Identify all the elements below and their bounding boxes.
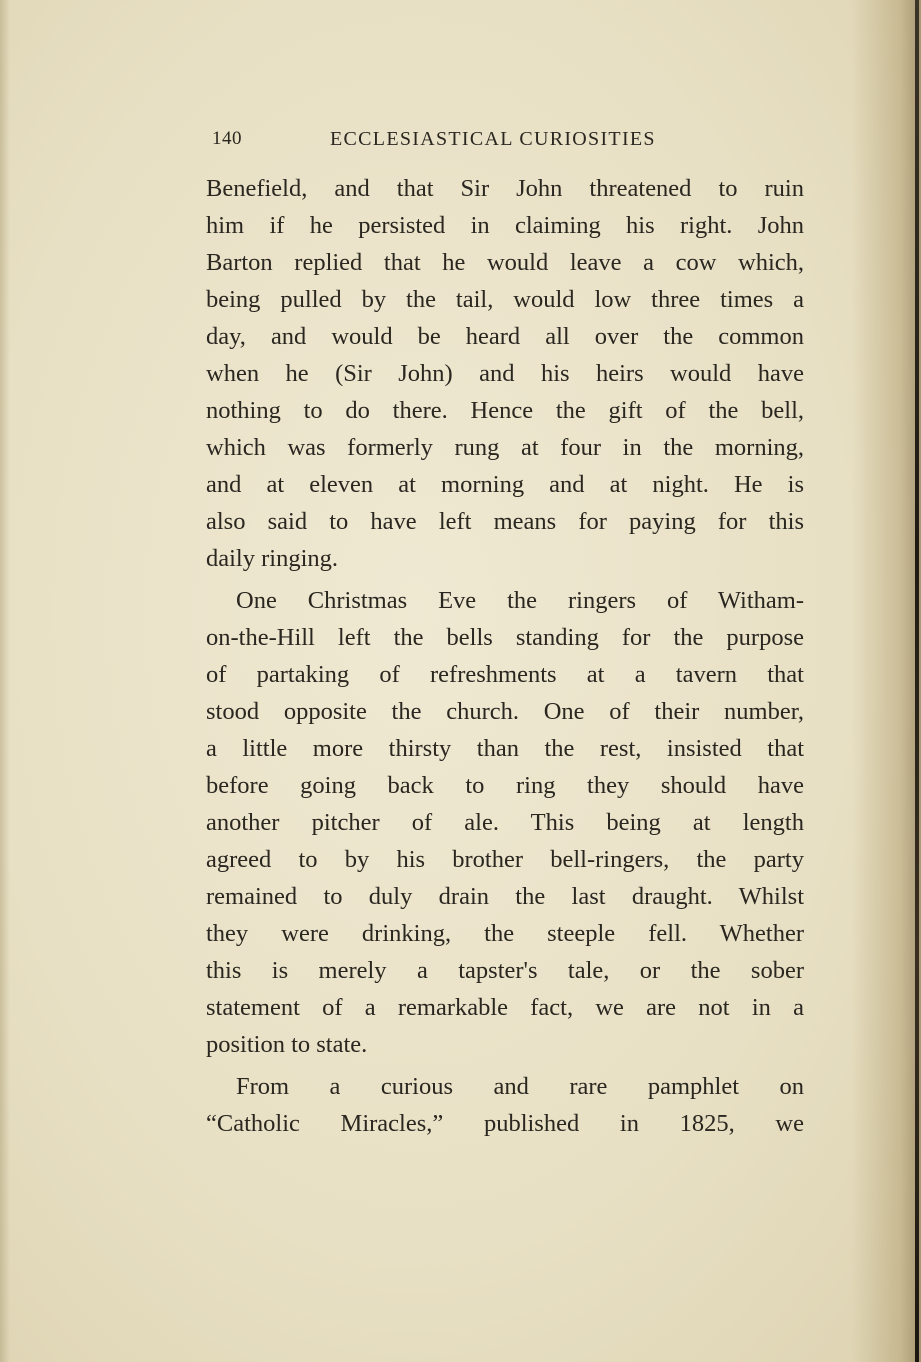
page-gutter-shadow <box>851 0 921 1362</box>
text-line: before going back to ring they should have <box>206 772 804 799</box>
text-line: another pitcher of ale. This being at length <box>206 809 804 836</box>
book-spine-edge <box>915 0 919 1362</box>
text-line: remained to duly drain the last draught. Whilst <box>206 883 804 910</box>
text-line: him if he persisted in claiming his right. John <box>206 212 804 239</box>
text-line: One Christmas Eve the ringers of Witham- <box>236 587 804 614</box>
text-line: stood opposite the church. One of their number, <box>206 698 804 725</box>
body-text <box>206 170 804 1137</box>
paragraph <box>206 582 804 1063</box>
text-line: of partaking of refreshments at a tavern that <box>206 661 804 688</box>
text-line: also said to have left means for paying for this <box>206 508 804 535</box>
page-number: 140 <box>212 128 242 149</box>
text-line: when he (Sir John) and his heirs would have <box>206 360 804 387</box>
text-line: being pulled by the tail, would low three times a <box>206 286 804 313</box>
text-line: day, and would be heard all over the common <box>206 323 804 350</box>
text-line: Benefield, and that Sir John threatened to ruin <box>206 175 804 202</box>
text-line: Barton replied that he would leave a cow which, <box>206 249 804 276</box>
page-left-edge <box>0 0 10 1362</box>
paragraph <box>206 1068 804 1142</box>
page-header <box>212 128 802 158</box>
text-line: a little more thirsty than the rest, insisted that <box>206 735 804 762</box>
text-line: nothing to do there. Hence the gift of the bell, <box>206 397 804 424</box>
text-line: daily ringing. <box>206 545 339 572</box>
text-line: and at eleven at morning and at night. He is <box>206 471 804 498</box>
text-line: they were drinking, the steeple fell. Whether <box>206 920 804 947</box>
paragraph <box>206 170 804 577</box>
text-line: agreed to by his brother bell-ringers, the party <box>206 846 804 873</box>
text-line: on-the-Hill left the bells standing for the purpose <box>206 624 804 651</box>
text-line: “Catholic Miracles,” published in 1825, we <box>206 1110 804 1137</box>
text-line: which was formerly rung at four in the morning, <box>206 434 804 461</box>
text-line: this is merely a tapster's tale, or the sober <box>206 957 804 984</box>
text-line: statement of a remarkable fact, we are not in a <box>206 994 804 1021</box>
text-line: position to state. <box>206 1031 368 1058</box>
text-line: From a curious and rare pamphlet on <box>236 1073 804 1100</box>
running-head: ECCLESIASTICAL CURIOSITIES <box>330 128 656 150</box>
